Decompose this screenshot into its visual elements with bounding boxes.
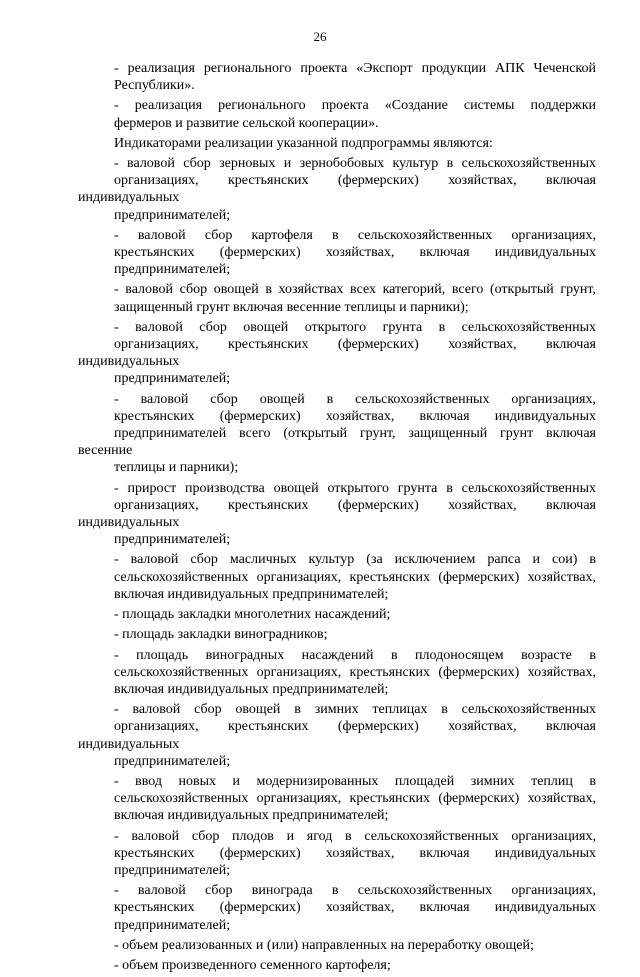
text-line: Индикаторами реализации указанной подпрограммы являются: (114, 135, 493, 151)
text-line: крестьянских (фермерских) хозяйствах, включая индивидуальных (114, 245, 596, 261)
list-item (78, 97, 596, 131)
list-item (78, 551, 596, 603)
text-line: - ввод новых и модернизированных площадей зимних теплиц в (114, 773, 596, 789)
list-item (78, 626, 596, 643)
text-line: теплицы и парники); (114, 460, 239, 476)
text-line: - реализация регионального проекта «Экспорт продукции АПК Чеченской (114, 61, 596, 76)
text-line: включая индивидуальных предпринимателей; (114, 808, 389, 824)
text-line: предпринимателей; (114, 262, 231, 278)
text-line: защищенный грунт включая весенние теплицы и парники); (114, 299, 469, 315)
text-line: - валовой сбор плодов и ягод в сельскохозяйственных организациях, (114, 828, 596, 844)
list-item (78, 882, 596, 934)
text-line: - валовой сбор винограда в сельскохозяйственных организациях, (114, 883, 596, 899)
text-line: - валовой сбор картофеля в сельскохозяйственных организациях, (114, 227, 596, 243)
page-number: 26 (313, 29, 327, 44)
list-item (78, 480, 596, 549)
text-line: - валовой сбор овощей в хозяйствах всех категорий, всего (открытый грунт, (114, 282, 596, 298)
list-item (78, 319, 596, 388)
text-line: предпринимателей; (114, 371, 231, 387)
text-line: предпринимателей; (114, 532, 231, 548)
text-line: крестьянских (фермерских) хозяйствах, включая индивидуальных (114, 900, 596, 916)
text-line: предпринимателей; (114, 862, 231, 878)
list-item (78, 957, 596, 974)
text-line: - объем произведенного семенного картофеля; (114, 957, 391, 973)
list-item (78, 828, 596, 880)
list-item (78, 281, 596, 315)
text-line: - валовой сбор овощей в зимних теплицах в сельскохозяйственных (114, 702, 596, 718)
text-line: - валовой сбор зерновых и зернобобовых культур в сельскохозяйственных (114, 156, 596, 172)
text-line: - прирост производства овощей открытого грунта в сельскохозяйственных (114, 480, 596, 496)
text-line: крестьянских (фермерских) хозяйствах, включая индивидуальных (114, 845, 596, 861)
text-line: предпринимателей; (114, 753, 231, 769)
text-line: предпринимателей; (114, 917, 231, 933)
text-line: - площадь закладки виноградников; (114, 627, 328, 643)
text-line: фермеров и развитие сельской кооперации». (114, 115, 379, 131)
document-body (78, 60, 596, 977)
text-line: организациях, крестьянских (фермерских) хозяйствах, включая индивидуальных (78, 719, 596, 752)
text-line: - валовой сбор овощей в сельскохозяйственных организациях, (114, 391, 596, 407)
text-line: организациях, крестьянских (фермерских) хозяйствах, включая индивидуальных (78, 173, 596, 206)
list-item (78, 773, 596, 825)
text-line: сельскохозяйственных организациях, крестьянских (фермерских) хозяйствах, (114, 569, 596, 585)
text-line: Республики». (114, 78, 195, 94)
list-item (78, 227, 596, 279)
text-line: организациях, крестьянских (фермерских) хозяйствах, включая индивидуальных (78, 337, 596, 370)
list-item (78, 391, 596, 477)
text-line: включая индивидуальных предпринимателей; (114, 681, 389, 697)
text-line: - площадь закладки многолетних насаждений; (114, 607, 391, 623)
list-item (78, 937, 596, 954)
text-line: - площадь виноградных насаждений в плодоносящем возрасте в (114, 647, 596, 663)
list-item (78, 701, 596, 770)
list-item (78, 155, 596, 224)
list-item (78, 647, 596, 699)
text-line: сельскохозяйственных организациях, крестьянских (фермерских) хозяйствах, (114, 791, 596, 807)
text-line: сельскохозяйственных организациях, крестьянских (фермерских) хозяйствах, (114, 664, 596, 680)
text-line: предпринимателей; (114, 207, 231, 223)
text-line: крестьянских (фермерских) хозяйствах, включая индивидуальных (114, 408, 596, 424)
text-line: включая индивидуальных предпринимателей; (114, 586, 389, 602)
list-item (78, 135, 596, 152)
text-line: предпринимателей всего (открытый грунт, защищенный грунт включая весенние (78, 426, 596, 459)
text-line: - валовой сбор масличных культур (за исключением рапса и сои) в (114, 552, 596, 568)
list-item (78, 606, 596, 623)
text-line: - реализация регионального проекта «Создание системы поддержки (114, 98, 596, 114)
text-line: организациях, крестьянских (фермерских) хозяйствах, включая индивидуальных (78, 497, 596, 531)
text-line: - валовой сбор овощей открытого грунта в сельскохозяйственных (114, 319, 596, 335)
text-line: - объем реализованных и (или) направленных на переработку овощей; (114, 937, 534, 953)
list-item (78, 60, 596, 94)
